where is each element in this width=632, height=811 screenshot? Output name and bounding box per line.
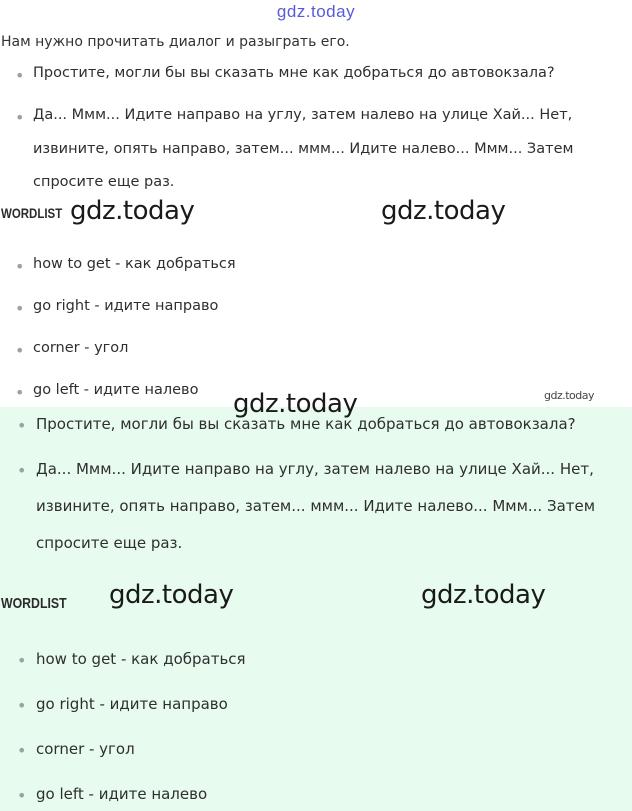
dialog-line: спросите еще раз. [33,174,175,190]
wordlist-heading: WORDLIST [1,205,63,221]
wordlist-item: how to get - как добраться [36,650,246,668]
bullet-icon: • [15,341,25,360]
bullet-icon: • [17,461,27,480]
bullet-icon: • [17,786,27,805]
dialog-line: Простите, могли бы вы сказать мне как добраться до автовокзала? [33,65,555,81]
bullet-icon: • [17,696,27,715]
site-logo[interactable]: gdz.today [276,2,356,21]
dialog-line: Да... Ммм... Идите направо на углу, затем налево на улице Хай... Нет, [36,460,594,478]
bullet-icon: • [15,108,25,127]
bullet-icon: • [17,416,27,435]
wordlist-item: go right - идите направо [33,298,219,314]
bullet-icon: • [15,66,25,85]
watermark: gdz.today [233,389,358,419]
wordlist-item: go left - идите налево [36,785,208,803]
wordlist-item: corner - угол [33,340,129,356]
wordlist-item: corner - угол [36,740,135,758]
wordlist-heading: WORDLIST [1,595,67,612]
wordlist-item: how to get - как добраться [33,256,236,272]
bullet-icon: • [15,257,25,276]
dialog-line: Простите, могли бы вы сказать мне как добраться до автовокзала? [36,415,576,433]
intro-text: Нам нужно прочитать диалог и разыграть его. [1,34,350,50]
dialog-line: извините, опять направо, затем... ммм... Идите налево... Ммм... Затем [36,497,596,515]
watermark: gdz.today [381,196,506,226]
dialog-line: Да... Ммм... Идите направо на углу, затем налево на улице Хай... Нет, [33,107,573,123]
dialog-line: извините, опять направо, затем... ммм... Идите налево... Ммм... Затем [33,141,574,157]
watermark: gdz.today [109,580,234,610]
bullet-icon: • [15,299,25,318]
dialog-line: спросите еще раз. [36,534,183,552]
bullet-icon: • [17,651,27,670]
bullet-icon: • [15,383,25,402]
wordlist-item: go left - идите налево [33,382,199,398]
watermark: gdz.today [70,196,195,226]
wordlist-item: go right - идите направо [36,695,228,713]
bullet-icon: • [17,741,27,760]
watermark: gdz.today [544,389,595,402]
watermark: gdz.today [421,580,546,610]
